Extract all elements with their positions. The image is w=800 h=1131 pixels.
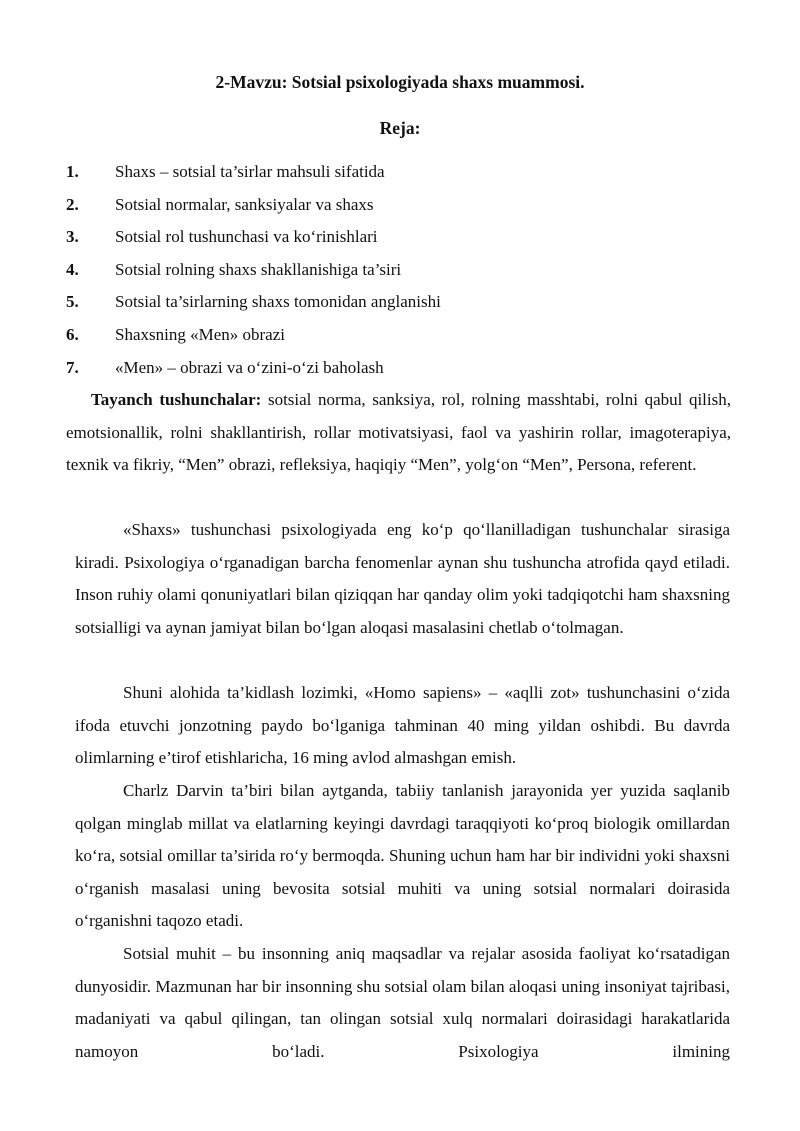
plan-item [66,225,746,258]
plan-item-number: 5. [66,292,79,312]
keywords-text: sotsial norma, sanksiya, rol, rolning masshtabi, rolni qabul qilish, emotsionallik, rolni shakllantirish, rollar motivatsiyasi, faol va yashirin rollar, imagoterapiya, texnik va fikriy, “Men” obrazi, refleksiya, haqiqiy “Men”, yolg‘on “Men”, Persona, referent. [66,390,731,475]
plan-item [66,290,746,323]
plan-item [66,323,746,356]
plan-item-text: Sotsial ta’sirlarning shaxs tomonidan anglanishi [115,292,441,312]
plan-item-number: 4. [66,259,79,279]
plan-item-text: «Men» – obrazi va o‘zini-o‘zi baholash [115,357,384,377]
plan-item-text: Shaxs – sotsial ta’sirlar mahsuli sifatida [115,162,385,181]
body-paragraph: Shuni alohida ta’kidlash lozimki, «Homo sapiens» – «aqlli zot» tushunchasini o‘zida ifoda etuvchi jonzotning paydo bo‘lganiga tahminan 40 ming yildan oshibdi. Bu davrda olimlarning e’tirof etishlaricha, 16 ming avlod almashgan emish. [75,683,730,768]
plan-item-number: 2. [66,194,79,214]
plan-item-number: 3. [66,227,79,247]
body-paragraph: «Shaxs» tushunchasi psixologiyada eng ko‘p qo‘llanilladigan tushunchalar sirasiga kiradi. Psixologiya o‘rganadigan barcha fenomenlar aynan shu tushuncha atrofida qayd etiladi. Inson ruhiy olami qonuniyatlari bilan qiziqqan har qanday olim yoki tadqiqotchi ham shaxsning sotsialligi va aynan jamiyat bilan bo‘lgan aloqasi masalasini chetlab o‘tolmagan. [75,520,730,637]
document-title: 2-Mavzu: Sotsial psixologiyada shaxs muammosi. [215,72,585,92]
plan-heading: Reja: [379,118,421,138]
body-paragraph: Sotsial muhit – bu insonning aniq maqsadlar va rejalar asosida faoliyat ko‘rsatadigan dunyosidir. Mazmunan har bir insonning shu sotsial olam bilan aloqasi uning insoniyat tajribasi, madaniyati va qabul qilingan, tan olingan sotsial xulq normalari doirasidagi harakatlarida namoyon bo‘ladi. Psixologiya ilmining [75,944,730,1061]
plan-item-text: Sotsial normalar, sanksiyalar va shaxs [115,194,374,214]
plan-list [66,160,746,388]
keywords-paragraph [66,384,731,482]
keywords-label: Tayanch tushunchalar: [91,390,262,409]
plan-item-number: 6. [66,324,79,344]
plan-item-text: Sotsial rol tushunchasi va ko‘rinishlari [115,227,378,247]
plan-item-text: Sotsial rolning shaxs shakllanishiga ta’siri [115,259,402,279]
plan-item [66,193,746,226]
plan-item [66,258,746,291]
plan-item-number: 1. [66,162,79,181]
plan-item-number: 7. [66,357,79,377]
plan-item-text: Shaxsning «Men» obrazi [115,324,285,344]
plan-item [66,160,746,193]
body-paragraph: Charlz Darvin ta’biri bilan aytganda, tabiiy tanlanish jarayonida yer yuzida saqlanib qolgan minglab millat va elatlarning keyingi davrdagi taraqqiyoti ko‘proq biologik omillardan ko‘ra, sotsial omillar ta’sirida ro‘y bermoqda. Shuning uchun ham har bir individni yoki shaxsni o‘rganish masalasi uning bevosita sotsial muhiti va uning sotsial normalari doirasida o‘rganishni taqozo etadi. [75,781,730,931]
